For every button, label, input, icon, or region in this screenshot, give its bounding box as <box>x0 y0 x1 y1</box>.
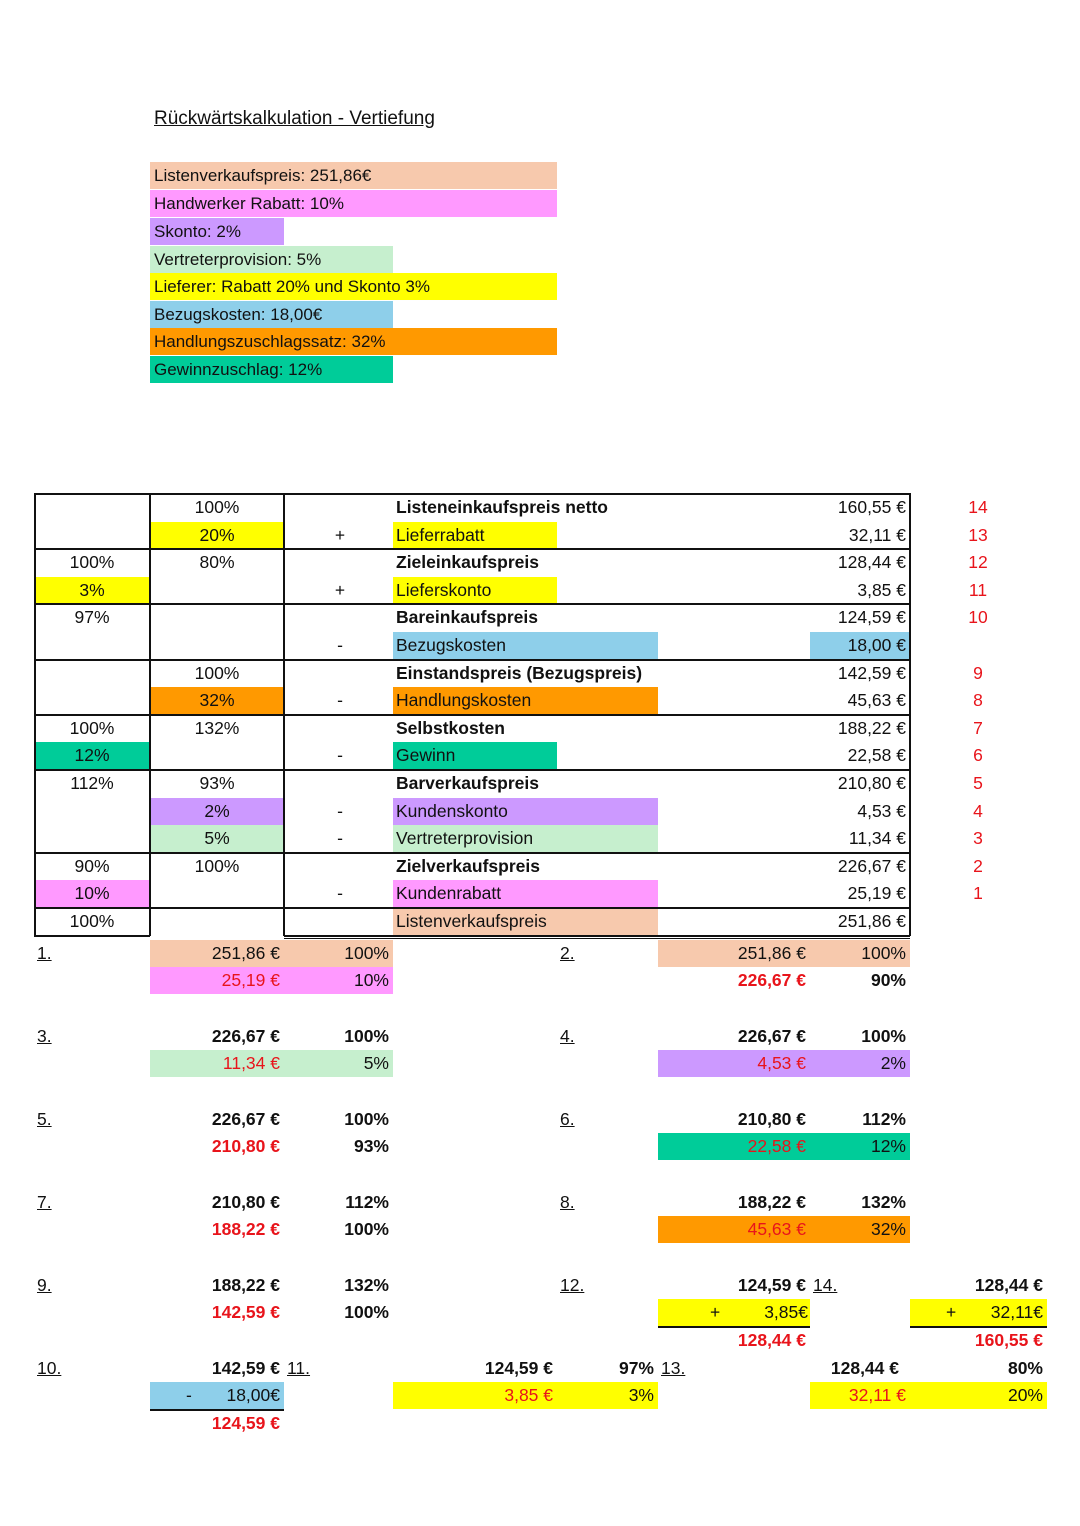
step-value: 251,86 € <box>150 940 284 967</box>
step-value: 188,22 € <box>737 1192 806 1212</box>
group-separator <box>34 659 910 661</box>
step-percent: 100% <box>861 1026 906 1046</box>
percent-cell-right <box>150 908 284 935</box>
column-border <box>283 493 285 936</box>
row-label: Kundenskonto <box>393 798 658 825</box>
percent-cell-left <box>34 660 150 687</box>
percent-cell-right <box>150 742 284 769</box>
operator <box>330 494 350 521</box>
step-value: 124,59 € <box>484 1358 553 1378</box>
table-left-border <box>34 493 36 936</box>
operator: - <box>337 883 343 904</box>
operator: - <box>337 690 343 711</box>
row-label: Einstandspreis (Bezugspreis) <box>396 662 643 683</box>
percent-cell-right: 132% <box>194 717 240 738</box>
step-index: 12 <box>968 552 988 573</box>
step-subtrahend: 18,00€ <box>226 1385 280 1405</box>
percent-cell-left: 10% <box>34 880 150 907</box>
step-number: 10. <box>37 1358 62 1378</box>
percent-cell-left: 112% <box>70 773 114 793</box>
row-value: 210,80 € <box>837 773 906 793</box>
row-label: Kundenrabatt <box>393 880 658 907</box>
step-percent: 12% <box>810 1133 910 1160</box>
step-value: 124,59 € <box>737 1275 806 1295</box>
step-percent: 132% <box>344 1275 389 1295</box>
operator: - <box>337 635 343 655</box>
step-percent: 10% <box>284 967 393 994</box>
percent-cell-left: 3% <box>34 577 150 604</box>
percent-cell-right: 20% <box>150 522 284 549</box>
step-value: 226,67 € <box>211 1026 280 1046</box>
step-number: 2. <box>560 943 575 963</box>
percent-cell-left <box>34 687 150 714</box>
step-index <box>950 632 1006 659</box>
percent-cell-right <box>150 604 284 631</box>
step-index: 1 <box>973 883 983 904</box>
step-index: 11 <box>968 579 988 600</box>
step-result: 128,44 € <box>737 1330 806 1350</box>
step-number: 9. <box>37 1275 52 1295</box>
operator <box>330 604 350 631</box>
operator <box>330 715 350 742</box>
step-percent: 100% <box>810 940 910 967</box>
operator <box>330 853 350 880</box>
step-index: 14 <box>968 497 988 517</box>
row-label: Lieferskonto <box>393 577 557 604</box>
step-value: 142,59 € <box>211 1358 280 1378</box>
table-double-border <box>284 938 910 940</box>
step-result: 160,55 € <box>974 1330 1043 1350</box>
given-overhead-rate: Handlungszuschlagssatz: 32% <box>150 328 557 355</box>
percent-cell-left <box>34 494 150 521</box>
percent-cell-right: 93% <box>199 773 235 793</box>
step-addend-box <box>658 1299 810 1326</box>
step-result: 226,67 € <box>737 970 806 990</box>
step-number: 12. <box>560 1275 585 1295</box>
step-result: 32,11 € <box>810 1382 910 1409</box>
step-index: 13 <box>968 524 988 545</box>
row-label: Barverkaufspreis <box>396 773 539 793</box>
step-result: 3,85 € <box>393 1382 557 1409</box>
step-number: 3. <box>37 1026 52 1046</box>
column-border <box>149 493 151 936</box>
step-percent: 90% <box>870 970 906 990</box>
step-index: 7 <box>973 717 983 738</box>
step-index: 4 <box>973 800 983 821</box>
group-separator <box>34 907 910 909</box>
step-number: 1. <box>37 943 52 963</box>
step-addend-box <box>910 1299 1047 1326</box>
row-label: Bezugskosten <box>393 632 658 659</box>
step-percent: 132% <box>861 1192 906 1212</box>
step-value: 128,44 € <box>830 1358 899 1378</box>
group-separator <box>34 769 910 771</box>
row-value: 128,44 € <box>837 552 906 573</box>
operator: + <box>334 579 346 600</box>
percent-cell-right: 32% <box>150 687 284 714</box>
row-value: 3,85 € <box>857 579 906 600</box>
operator <box>330 660 350 687</box>
table-top-border <box>34 493 910 495</box>
step-percent: 32% <box>810 1216 910 1243</box>
percent-cell-right <box>150 880 284 907</box>
step-result: 210,80 € <box>211 1136 280 1156</box>
percent-cell-left <box>34 522 150 549</box>
step-value: 128,44 € <box>974 1275 1043 1295</box>
step-value: 226,67 € <box>737 1026 806 1046</box>
row-value: 32,11 € <box>848 524 906 545</box>
row-value: 4,53 € <box>857 800 906 821</box>
step-percent: 100% <box>344 1026 389 1046</box>
table-right-border <box>909 493 911 936</box>
row-label: Bareinkaufspreis <box>396 607 539 628</box>
step-subtrahend-box <box>150 1382 284 1409</box>
row-value: 142,59 € <box>837 662 906 683</box>
given-list-price: Listenverkaufspreis: 251,86€ <box>150 162 557 189</box>
step-result: 142,59 € <box>211 1302 280 1322</box>
percent-cell-right: 100% <box>194 855 240 876</box>
step-number: 14. <box>813 1275 838 1295</box>
row-value: 226,67 € <box>837 855 906 876</box>
given-supplier-terms: Lieferer: Rabatt 20% und Skonto 3% <box>150 273 557 300</box>
step-number: 6. <box>560 1109 575 1129</box>
step-number: 8. <box>560 1192 575 1212</box>
step-index: 2 <box>973 855 983 876</box>
page-title: Rückwärtskalkulation - Vertiefung <box>154 108 435 129</box>
row-value: 18,00 € <box>810 632 910 659</box>
percent-cell-right: 80% <box>199 552 235 573</box>
step-percent: 2% <box>810 1050 910 1077</box>
row-value: 22,58 € <box>847 745 906 766</box>
step-index: 5 <box>973 773 983 793</box>
step-number: 5. <box>37 1109 52 1129</box>
step-result: 22,58 € <box>658 1133 810 1160</box>
step-result: 11,34 € <box>150 1050 284 1077</box>
row-value: 188,22 € <box>837 717 906 738</box>
percent-cell-left: 100% <box>69 552 115 573</box>
row-value: 25,19 € <box>847 883 906 904</box>
step-result: 25,19 € <box>150 967 284 994</box>
operator: - <box>186 1385 192 1405</box>
table-bottom-border <box>284 935 910 937</box>
step-percent: 100% <box>344 1302 389 1322</box>
percent-cell-right: 2% <box>150 798 284 825</box>
row-label: Zielverkaufspreis <box>396 855 540 876</box>
step-value: 210,80 € <box>211 1192 280 1212</box>
step-value: 251,86 € <box>658 940 810 967</box>
operator: - <box>337 828 343 849</box>
given-delivery-costs: Bezugskosten: 18,00€ <box>150 301 393 328</box>
group-separator <box>34 603 910 605</box>
step-percent: 112% <box>345 1192 389 1212</box>
step-percent: 93% <box>353 1136 389 1156</box>
operator: - <box>337 745 343 766</box>
group-separator <box>34 714 910 716</box>
percent-cell-left <box>34 825 150 852</box>
step-value: 188,22 € <box>211 1275 280 1295</box>
percent-cell-left: 12% <box>34 742 150 769</box>
row-value: 11,34 € <box>848 828 906 849</box>
operator: + <box>334 524 346 545</box>
step-value: 226,67 € <box>211 1109 280 1129</box>
row-value: 251,86 € <box>837 911 906 931</box>
step-number: 11. <box>287 1358 311 1378</box>
given-agent-commission: Vertreterprovision: 5% <box>150 246 393 273</box>
step-index: 8 <box>973 690 983 711</box>
step-index: 9 <box>973 662 983 683</box>
operator: + <box>710 1302 721 1322</box>
row-label: Listeneinkaufspreis netto <box>396 497 608 517</box>
percent-cell-left: 100% <box>69 717 115 738</box>
step-addend: 3,85€ <box>764 1302 808 1322</box>
row-label: Listenverkaufspreis <box>393 908 658 935</box>
step-result: 45,63 € <box>658 1216 810 1243</box>
step-percent: 3% <box>557 1382 658 1409</box>
row-value: 45,63 € <box>847 690 906 711</box>
row-label: Selbstkosten <box>396 717 505 738</box>
step-percent: 100% <box>344 1219 389 1239</box>
table-bottom-border <box>34 935 150 937</box>
step-percent: 112% <box>862 1109 906 1129</box>
step-result: 124,59 € <box>211 1413 280 1433</box>
operator: - <box>337 800 343 821</box>
step-percent: 20% <box>910 1382 1047 1409</box>
percent-cell-right <box>150 632 284 659</box>
row-label: Handlungskosten <box>393 687 658 714</box>
group-separator <box>34 852 910 854</box>
row-label: Zieleinkaufspreis <box>396 552 539 573</box>
operator <box>330 549 350 576</box>
operator <box>330 770 350 797</box>
percent-cell-left <box>34 798 150 825</box>
percent-cell-right: 100% <box>194 662 240 683</box>
step-index: 10 <box>968 607 988 628</box>
operator <box>330 908 350 935</box>
step-percent: 100% <box>284 940 393 967</box>
given-craftsman-discount: Handwerker Rabatt: 10% <box>150 190 557 217</box>
given-cash-discount: Skonto: 2% <box>150 218 284 245</box>
row-value: 124,59 € <box>837 607 906 628</box>
step-number: 13. <box>661 1358 686 1378</box>
row-label: Vertreterprovision <box>393 825 658 852</box>
step-percent: 80% <box>1007 1358 1043 1378</box>
step-percent: 100% <box>344 1109 389 1129</box>
step-addend: 32,11€ <box>990 1302 1043 1322</box>
step-index <box>950 908 1006 935</box>
row-value: 160,55 € <box>837 497 906 517</box>
step-percent: 97% <box>618 1358 654 1378</box>
percent-cell-left: 97% <box>74 607 110 628</box>
percent-cell-right: 5% <box>150 825 284 852</box>
group-separator <box>34 548 910 550</box>
row-label: Gewinn <box>393 742 557 769</box>
step-value: 210,80 € <box>737 1109 806 1129</box>
step-number: 4. <box>560 1026 575 1046</box>
step-index: 6 <box>973 745 983 766</box>
step-result: 188,22 € <box>211 1219 280 1239</box>
operator: + <box>946 1302 957 1322</box>
percent-cell-right: 100% <box>194 497 240 517</box>
percent-cell-right <box>150 577 284 604</box>
step-index: 3 <box>973 828 983 849</box>
percent-cell-left: 90% <box>74 855 110 876</box>
percent-cell-left <box>34 632 150 659</box>
given-profit-markup: Gewinnzuschlag: 12% <box>150 356 393 383</box>
percent-cell-left: 100% <box>69 911 115 931</box>
step-percent: 5% <box>284 1050 393 1077</box>
row-label: Lieferrabatt <box>393 522 557 549</box>
step-result: 4,53 € <box>658 1050 810 1077</box>
step-number: 7. <box>37 1192 52 1212</box>
